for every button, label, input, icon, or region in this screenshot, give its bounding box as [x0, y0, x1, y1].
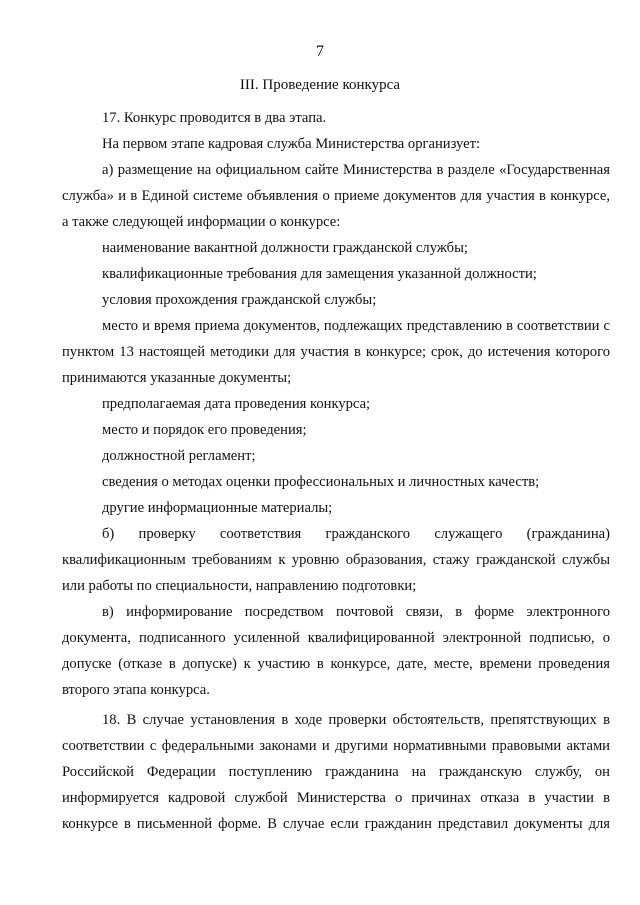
page-number: 7	[316, 43, 324, 60]
paragraph-item-b: б) проверку соответствия гражданского служащего (гражданина) квалификационным требованиям к уровню образования, стажу гражданской службы или работы по специальности, направлению подготовки;	[62, 526, 610, 594]
body-text	[62, 105, 610, 837]
paragraph-item-v: в) информирование посредством почтовой связи, в форме электронного документа, подписанного усиленной квалифицированной электронной подписью, о допуске (отказе в допуске) к участию в конкурсе, дате, месте, времени проведения второго этапа конкурса.	[62, 604, 610, 698]
list-item-job-regulations: должностной регламент;	[102, 448, 256, 464]
paragraph-17: 17. Конкурс проводится в два этапа.	[102, 110, 327, 126]
paragraph-first-stage-intro: На первом этапе кадровая служба Министерства организует:	[102, 136, 481, 152]
list-item-service-conditions: условия прохождения гражданской службы;	[102, 292, 377, 308]
list-item-qualification-requirements: квалификационные требования для замещения указанной должности;	[102, 266, 537, 282]
list-item-place-procedure: место и порядок его проведения;	[102, 422, 307, 438]
list-item-other-materials: другие информационные материалы;	[102, 500, 333, 516]
list-item-expected-date: предполагаемая дата проведения конкурса;	[102, 396, 371, 412]
list-item-document-acceptance: место и время приема документов, подлежащих представлению в соответствии с пунктом 13 настоящей методики для участия в конкурсе; срок, до истечения которого принимаются указанные документы;	[62, 318, 610, 386]
paragraph-item-a: а) размещение на официальном сайте Министерства в разделе «Государственная служба» и в Единой системе объявления о приеме документов для участия в конкурсе, а также следующей информации о конкурсе:	[62, 162, 610, 230]
section-title: III. Проведение конкурса	[239, 77, 401, 93]
list-item-vacancy-name: наименование вакантной должности гражданской службы;	[102, 240, 468, 256]
paragraph-18: 18. В случае установления в ходе проверки обстоятельств, препятствующих в соответствии с федеральными законами и другими нормативными правовыми актами Российской Федерации поступлению гражданина на гражданскую службу, он информируется кадровой службой Министерства о причинах отказа в участии в конкурсе в письменной форме. В случае если гражданин представил документы для	[62, 712, 610, 832]
list-item-evaluation-methods: сведения о методах оценки профессиональных и личностных качеств;	[102, 474, 540, 490]
